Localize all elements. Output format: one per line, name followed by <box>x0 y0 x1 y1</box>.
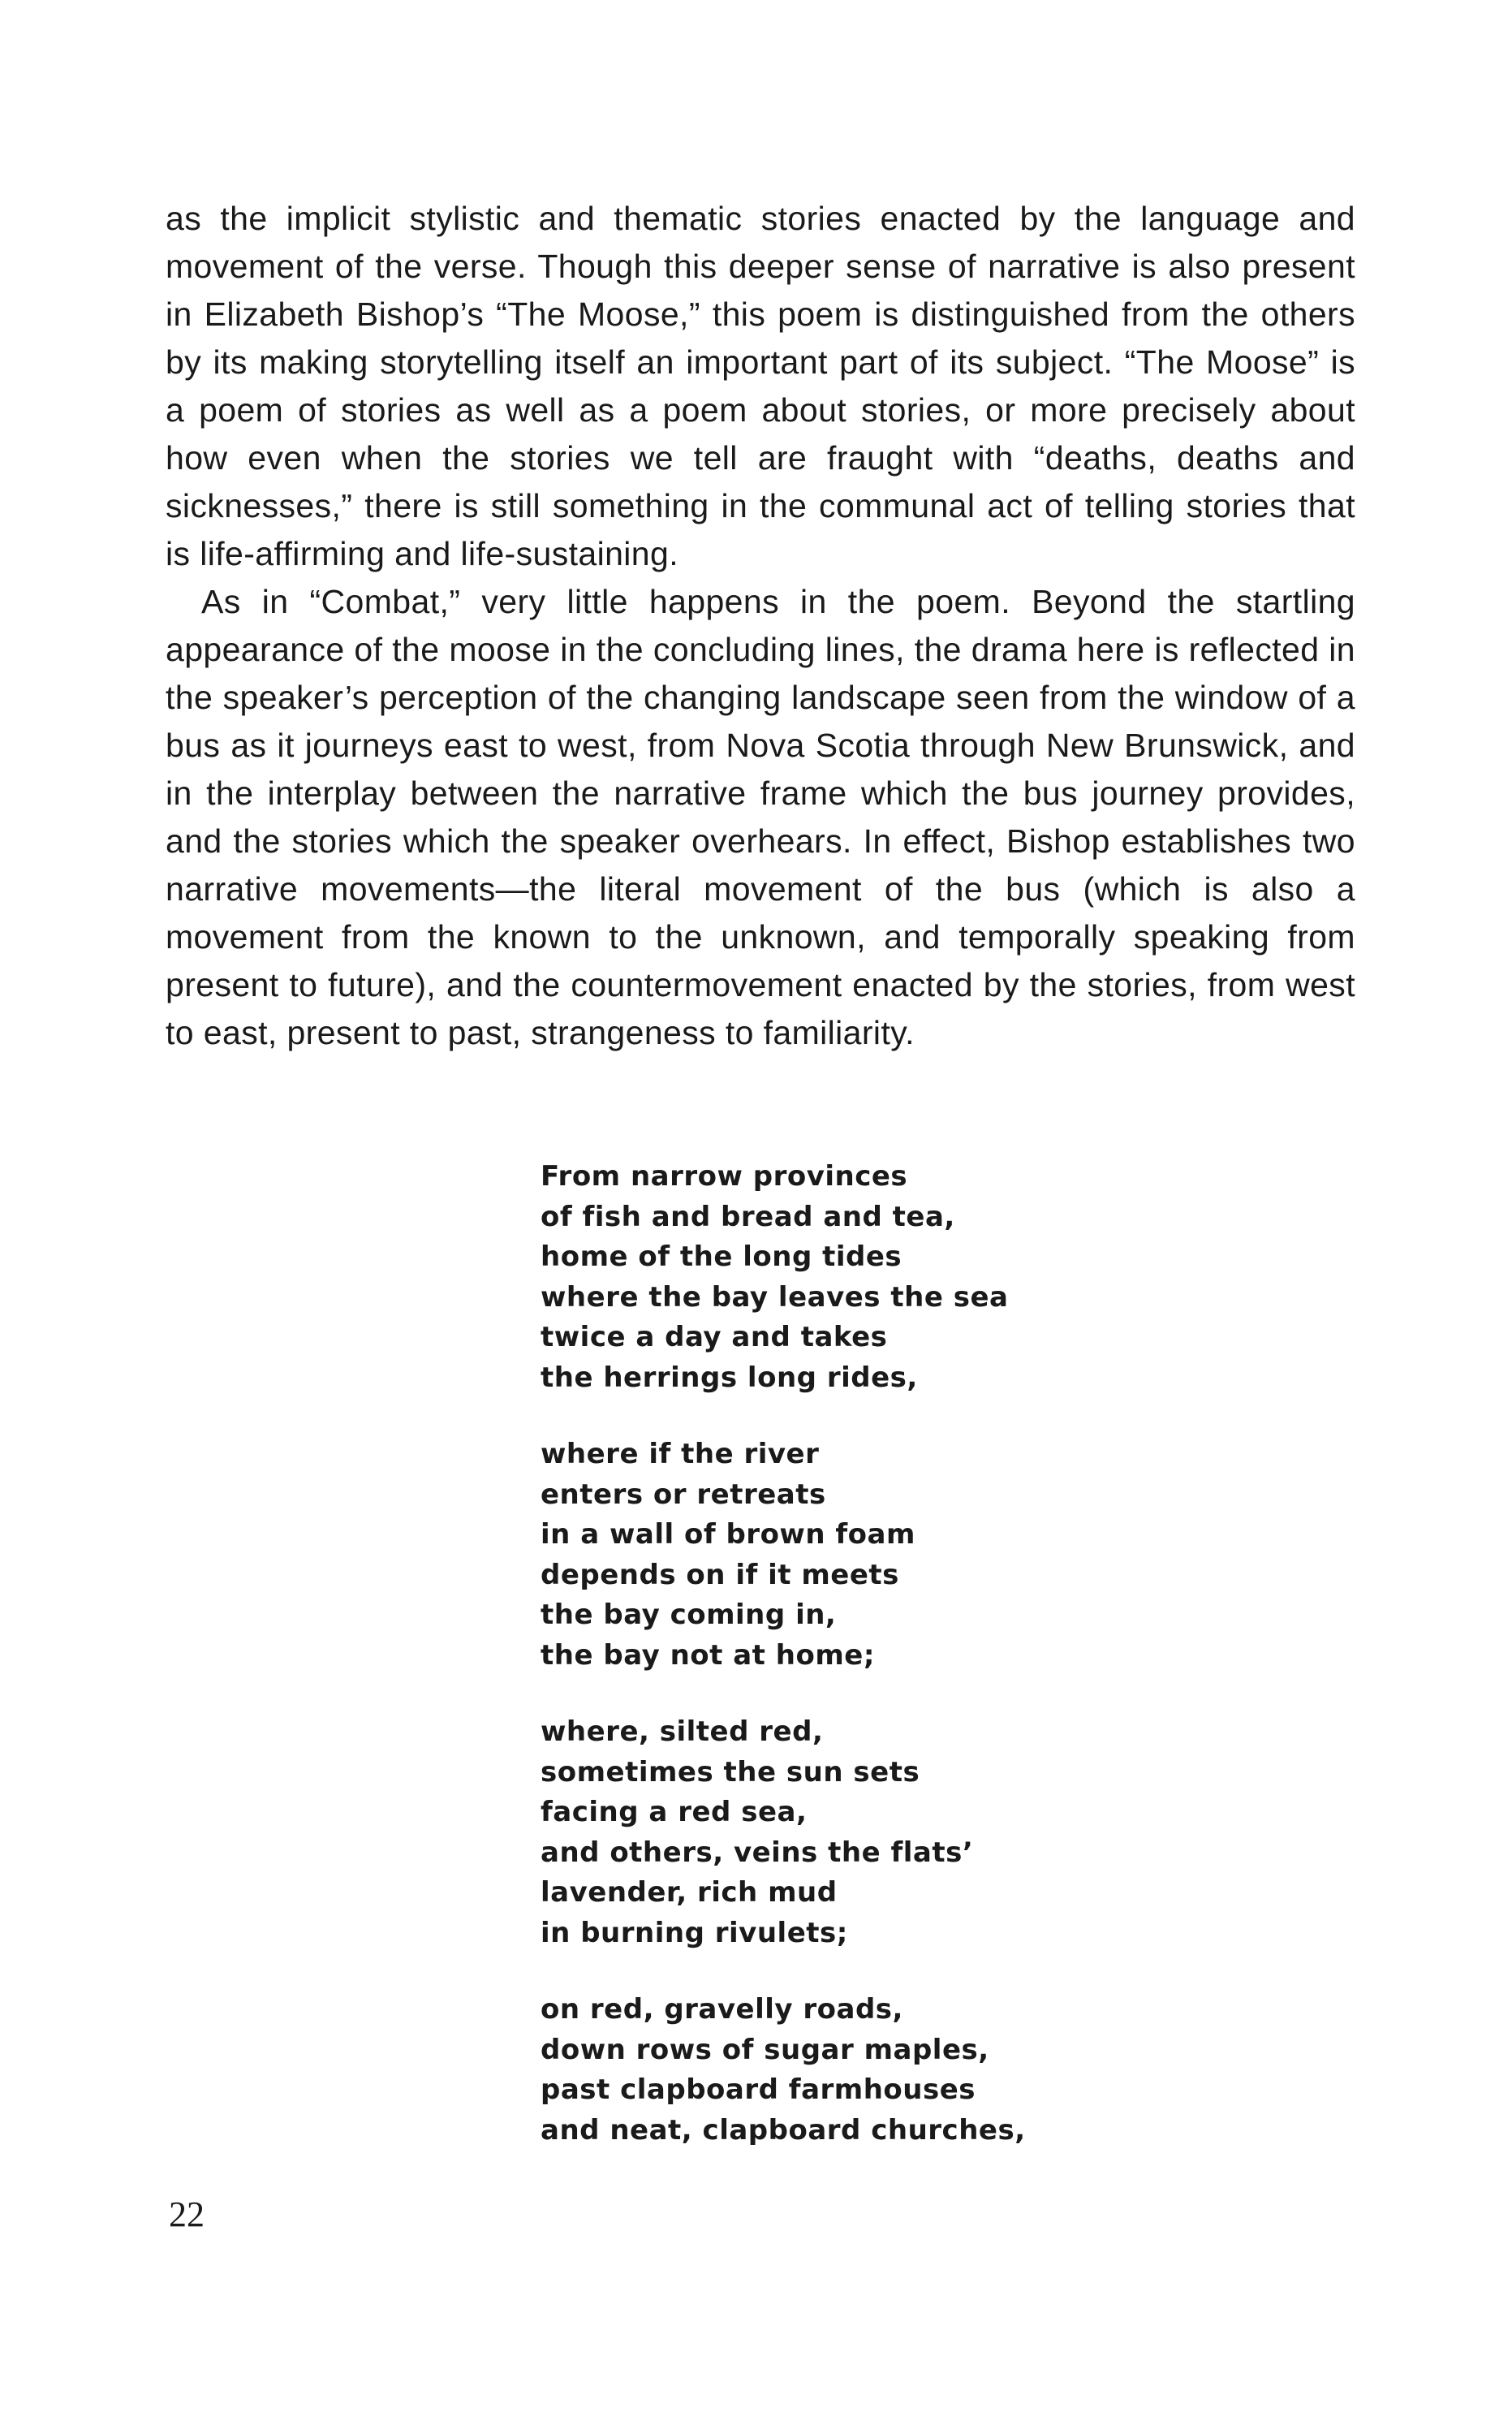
poem-line: home of the long tides <box>541 1241 902 1273</box>
poem-line: the bay not at home; <box>541 1638 875 1672</box>
stanza-1 <box>541 1157 1271 1398</box>
poem-line: down rows of sugar maples, <box>541 2033 989 2066</box>
poem-line: in burning rivulets; <box>541 1916 848 1949</box>
poem-line: and neat, clapboard churches, <box>541 2113 1026 2147</box>
poem-line: in a wall of brown foam <box>541 1518 915 1551</box>
stanza-2 <box>541 1435 1271 1676</box>
poem-line: the bay coming in, <box>541 1599 837 1631</box>
poem-line: where, silted red, <box>541 1715 824 1748</box>
poem-line: where if the river <box>541 1438 820 1470</box>
poem-line: of fish and bread and tea, <box>541 1200 955 1233</box>
stanza-4 <box>541 1990 1271 2151</box>
poem-line: depends on if it meets <box>541 1558 899 1591</box>
page-number: 22 <box>169 2194 205 2234</box>
paragraph-1: as the implicit stylistic and thematic stories enacted by the language and movement of the verse. Though this deeper sense of narrative is also present in Elizabeth Bishop’s “The Moose,” this poem is distinguished from the others by its making storytelling itself an important part of its subject. “The Moose” is a poem of stories as well as a poem about stories, or more precisely about how even when the stories we tell are fraught with “deaths, deaths and sicknesses,” there is still something in the communal act of telling stories that is life-affirming and life-sustaining. <box>166 200 1355 572</box>
poem-line: enters or retreats <box>541 1478 826 1511</box>
stanza-3 <box>541 1712 1271 1953</box>
poem-line: where the bay leaves the sea <box>541 1280 1009 1314</box>
poem-line: the herrings long rides, <box>541 1361 918 1394</box>
poem-excerpt <box>541 1157 1271 2187</box>
poem-line: lavender, rich mud <box>541 1876 838 1909</box>
poem-line: on red, gravelly roads, <box>541 1993 903 2026</box>
poem-line: and others, veins the flats’ <box>541 1836 974 1869</box>
poem-line: sometimes the sun sets <box>541 1755 920 1789</box>
paragraph-2: As in “Combat,” very little happens in the poem. Beyond the startling appearance of the moose in the concluding lines, the drama here is reflected in the speaker’s perception of the changing landscape seen from the window of a bus as it journeys east to west, from Nova Scotia through New Brunswick, and in the interplay between the narrative frame which the bus journey provides, and the stories which the speaker overhears. In effect, Bishop establishes two narrative movements—the literal movement of the bus (which is also a movement from the known to the unknown, and temporally speaking from present to future), and the countermovement enacted by the stories, from west to east, present to past, strangeness to familiarity. <box>166 583 1355 1051</box>
poem-line: past clapboard farmhouses <box>541 2073 976 2106</box>
poem-line: facing a red sea, <box>541 1796 808 1828</box>
body-text <box>166 195 1355 1057</box>
poem-line: twice a day and takes <box>541 1321 888 1353</box>
poem-line: From narrow provinces <box>541 1160 908 1193</box>
